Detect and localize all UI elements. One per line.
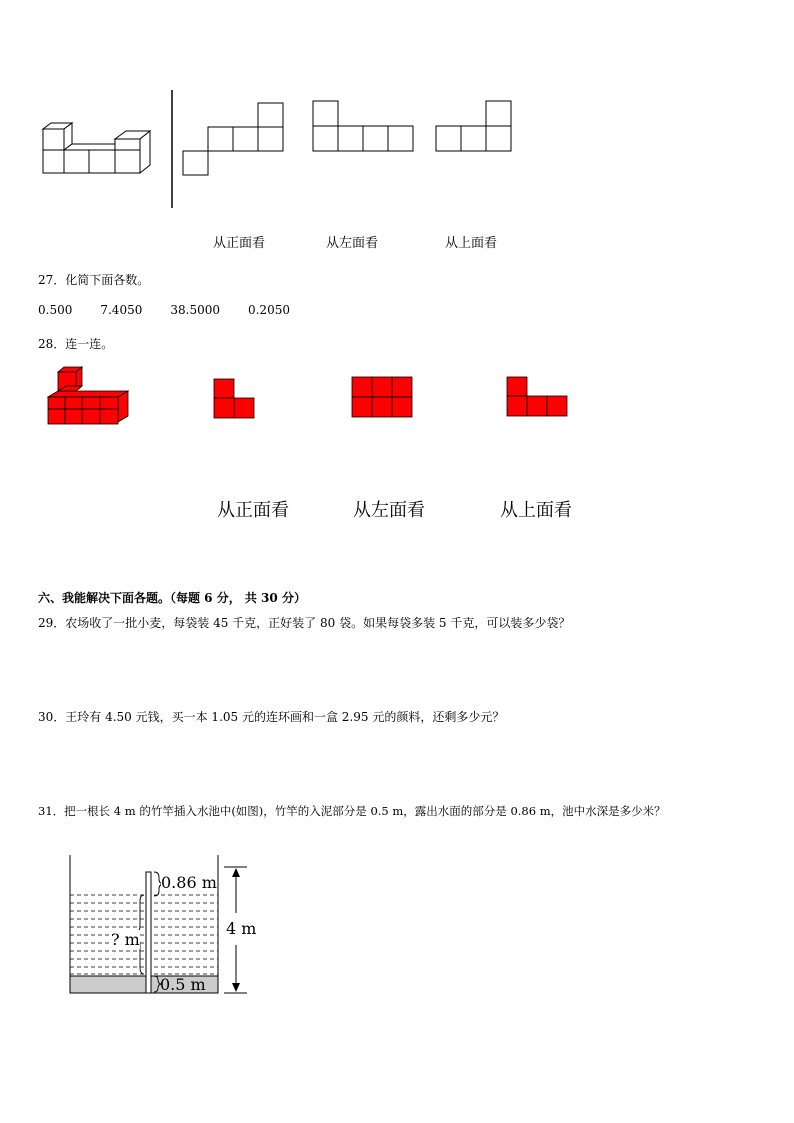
q28-view-label-front: 从正面看 <box>217 500 289 521</box>
section6-heading: 六、我能解决下面各题。（每题 6 分， 共 30 分） <box>38 591 306 605</box>
label-water-depth: ? m <box>111 930 140 949</box>
red-cube-figure <box>44 364 574 428</box>
q28-view-label-top: 从上面看 <box>500 500 572 521</box>
q28-view-label-left: 从左面看 <box>353 500 425 521</box>
q27-number: 7.4050 <box>100 303 143 317</box>
view-label-front: 从正面看 <box>213 236 266 251</box>
q27-title: 27．化简下面各数。 <box>38 273 150 287</box>
label-mud: 0.5 m <box>160 975 206 994</box>
q27-numbers <box>38 303 318 317</box>
bamboo-pole <box>146 872 151 993</box>
view-label-left: 从左面看 <box>326 236 379 251</box>
label-above-water: 0.86 m <box>161 873 217 892</box>
q27-number: 0.500 <box>38 303 73 317</box>
q30-text: 30．王玲有 4.50 元钱，买一本 1.05 元的连环画和一盒 2.95 元的颜料，还剩多少元？ <box>38 710 505 724</box>
water-lines <box>70 895 218 974</box>
q28-title: 28．连一连。 <box>38 337 114 351</box>
q27-number: 0.2050 <box>247 303 290 317</box>
q29-text: 29．农场收了一批小麦，每袋装 45 千克，正好装了 80 袋。如果每袋多装 5 千克，可以装多少袋？ <box>38 616 571 630</box>
cube-model-figure <box>40 88 520 213</box>
view-label-top: 从上面看 <box>445 236 498 251</box>
q27-number: 38.5000 <box>170 303 220 317</box>
label-total-length: 4 m <box>226 919 257 938</box>
q31-text: 31．把一根长 4 m 的竹竿插入水池中(如图)，竹竿的入泥部分是 0.5 m，露出水面的部分是 0.86 m，池中水深是多少米？ <box>38 804 666 818</box>
